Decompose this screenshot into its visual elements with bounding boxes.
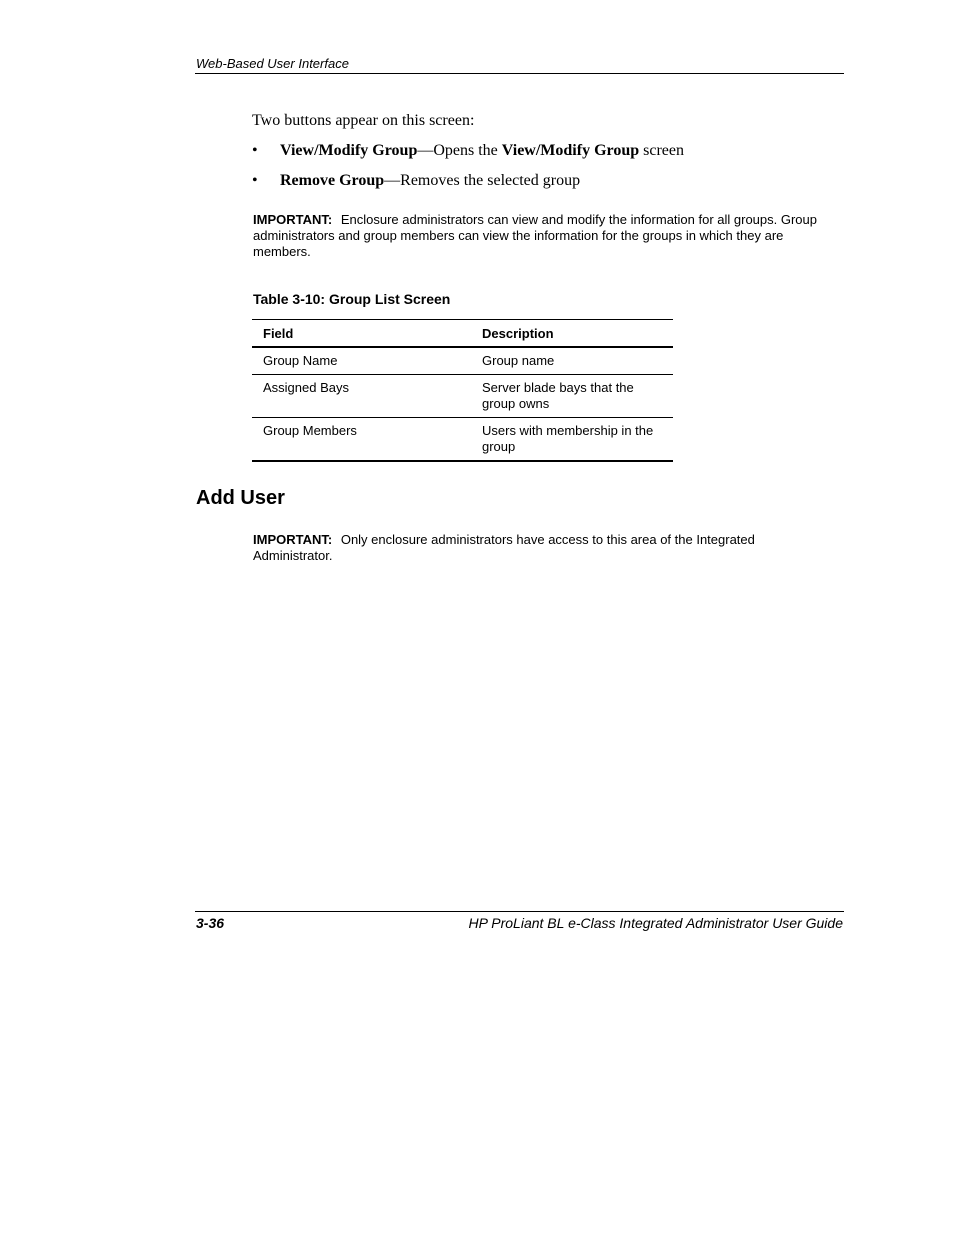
bullet-icon: • [252,172,258,189]
important-text: Only enclosure administrators have access to this area of the Integrated Administrator. [253,532,755,563]
list-item-text: screen [639,142,684,159]
header-rule [195,73,844,74]
intro-text: Two buttons appear on this screen: [252,112,475,129]
running-head: Web-Based User Interface [196,56,349,71]
list-item-text: —Removes the selected group [384,172,581,189]
table-cell-description: Group name [471,347,673,375]
column-header-field: Field [252,320,471,348]
button-list [252,141,684,201]
important-text: Enclosure administrators can view and modify the information for all groups. Group administrators and group members can view the information for the groups in which they are members. [253,212,817,259]
table-cell-description: Users with membership in the group [482,423,654,454]
group-list-table [252,319,673,462]
table-row [252,418,673,462]
important-label: IMPORTANT: [253,212,333,227]
document-title: HP ProLiant BL e-Class Integrated Administrator User Guide [468,915,843,931]
table-cell-field: Group Members [263,423,357,438]
section-heading: Add User [196,487,285,509]
table-cell-description: Server blade bays that the group owns [471,375,673,418]
button-name: View/Modify Group [280,142,418,159]
important-note [253,532,813,564]
important-note [253,212,833,260]
table-cell-field: Assigned Bays [252,375,471,418]
column-header-description: Description [471,320,673,348]
table-row [252,347,673,375]
table-caption: Table 3-10: Group List Screen [253,291,451,307]
page-number: 3-36 [196,915,225,931]
list-item-text: —Opens the [417,142,502,159]
table-row [252,375,673,418]
important-label: IMPORTANT: [253,532,333,547]
list-item [252,141,684,161]
footer-rule [195,911,844,912]
list-item [252,171,684,191]
table-cell-field: Group Name [252,347,471,375]
button-name: Remove Group [280,172,385,189]
bullet-icon: • [252,142,258,159]
table-header-row [252,320,673,348]
screen-name: View/Modify Group [501,142,640,159]
